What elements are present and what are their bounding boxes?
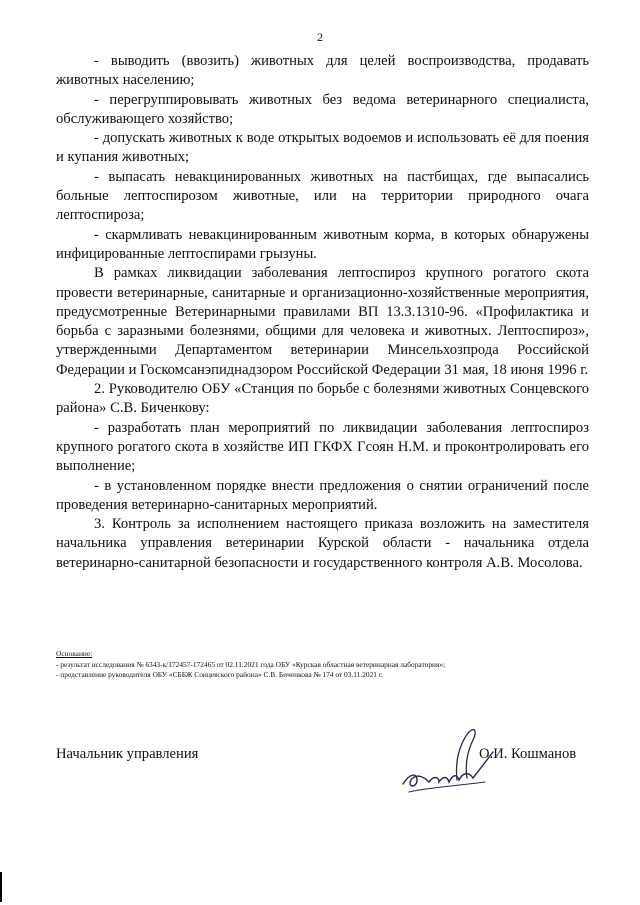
measures-paragraph: В рамках ликвидации заболевания лептоспироз крупного рогатого скота провести ветеринарные, санитарные и организационно-хозяйственные мероприятия, предусмотренные Ветеринарными правилами ВП 13.3.1310-96. «Профилактика и борьба с заразными болезнями, общими для человека и животных. Лептоспироз», утвержденными Департаментом ветеринарии Минсельхозпрода Российской Федерации и Госкомсанэпиднадзором Российской Федерации 31 мая, 18 июня 1996 г. [56,265,589,378]
restriction-item: - допускать животных к воде открытых водоемов и использовать её для поения и купания животных; [56,130,589,166]
basis-section [56,649,616,681]
scan-edge-mark [0,872,2,902]
order-item-2: 2. Руководителю ОБУ «Станция по борьбе с болезнями животных Сонцевского района» С.В. Биченкову: [56,381,589,417]
signatory-position: Начальник управления [56,746,199,762]
restriction-item: - скармливать невакцинированным животным корма, в которых обнаружены инфицированные лептоспирами грызуны. [56,226,589,262]
order-body [56,52,589,573]
task-item: - разработать план мероприятий по ликвидации заболевания лептоспироз крупного рогатого скота в хозяйстве ИП ГКФХ Гсоян Н.М. и проконтролировать его выполнение; [56,419,589,475]
restriction-item: - перегруппировывать животных без ведома ветеринарного специалиста, обслуживающего хозяйство; [56,91,589,127]
order-item-3: 3. Контроль за исполнением настоящего приказа возложить на заместителя начальника управления ветеринарии Курской области - начальника отдела ветеринарно-санитарной безопасности и государственного контроля А.В. Мосолова. [56,516,589,571]
task-item: - в установленном порядке внести предложения о снятии ограничений после проведения ветеринарно-санитарных мероприятий. [56,477,589,513]
basis-item: - результат исследования № 6343-к/172457-172465 от 02.11.2021 года ОБУ «Курская областная ветеринарная лаборатория»; [56,659,446,669]
signatory-name: О.И. Кошманов [479,746,577,762]
restriction-item: - выводить (ввозить) животных для целей воспроизводства, продавать животных населению; [56,53,589,89]
restriction-item: - выпасать невакцинированных животных на пастбищах, где выпасались больные лептоспирозом животные, или на территории природного очага лептоспироза; [56,168,589,224]
basis-title: Основание: [56,649,93,658]
page-number: 2 [317,30,323,44]
basis-item: - представление руководителя ОБУ «СББЖ Сонцевского района» С.В. Биченкова № 174 от 03.11.2021 г. [56,670,383,679]
